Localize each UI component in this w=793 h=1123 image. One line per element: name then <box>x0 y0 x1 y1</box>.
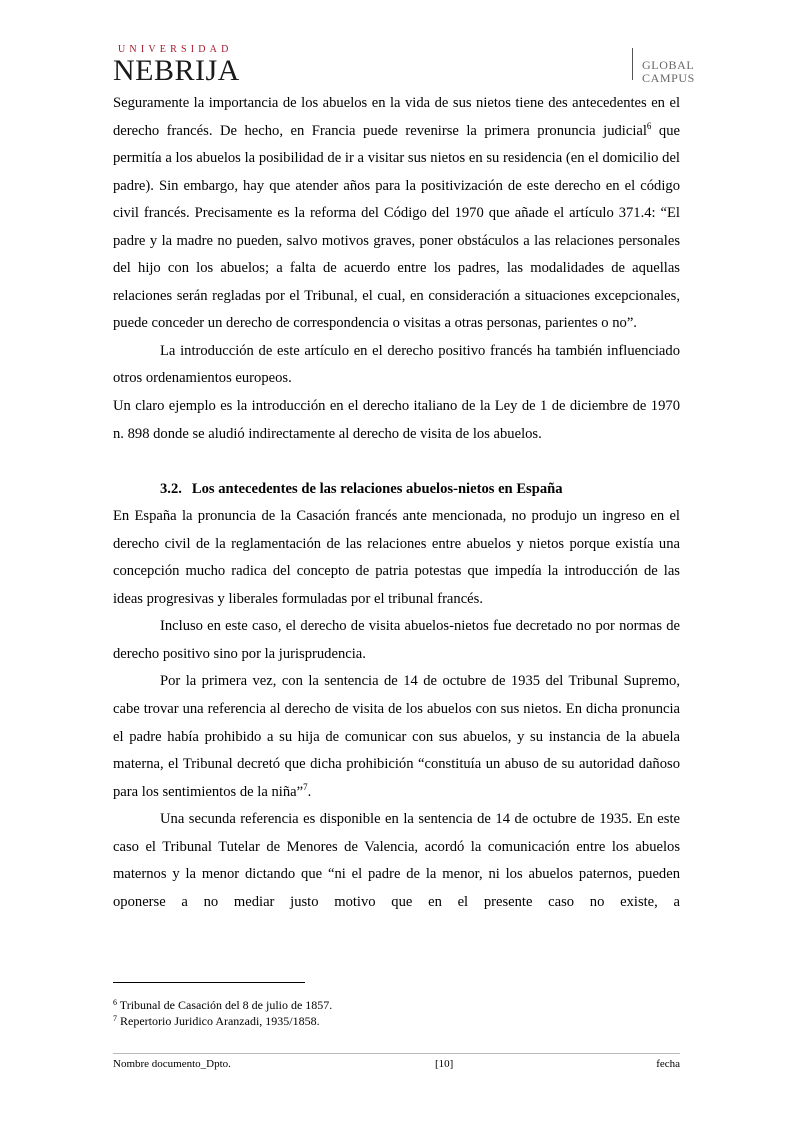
p6-text-b: . <box>307 783 312 800</box>
paragraph-1 <box>113 90 680 338</box>
footer-date: fecha <box>656 1058 680 1070</box>
p1-text-b: que permitía a los abuelos la posibilidad de ir a visitar sus nietos en su residencia (en el domicilio del padre). Sin embargo, hay que atender años para la positivización de este derecho en el código civil francés. Precisamente es la reforma del Código del 1970 que añade el artículo 371.4: “El padre y la madre no pueden, salvo motivos graves, poner obstáculos a las relaciones personales del hijo con los abuelos; a falta de acuerdo entre los padres, las modalidades de aquellas relaciones serán regladas por el Tribunal, el cual, en consideración a situaciones excepcionales, puede conceder un derecho de correspondencia o visitas a otras personas, parientes o no”. <box>113 122 680 332</box>
paragraph-3: Un claro ejemplo es la introducción en el derecho italiano de la Ley de 1 de diciembre de 1970 n. 898 donde se aludió indirectamente al derecho de visita de los abuelos. <box>113 398 680 442</box>
footnote-number: 7 <box>113 1014 117 1023</box>
footer-divider <box>113 1053 680 1054</box>
footnote-separator <box>113 982 305 983</box>
logo-university-label: UNIVERSIDAD <box>118 44 233 55</box>
campus-line-1: GLOBAL <box>642 58 695 72</box>
logo-nebrija: NEBRIJA <box>113 54 240 87</box>
footnote-ref-7[interactable]: 7 <box>303 781 308 792</box>
paragraph-7: Una secunda referencia es disponible en la sentencia de 14 de octubre de 1935. En este caso el Tribunal Tutelar de Menores de Valencia, acordó la comunicación entre los abuelos maternos y la menor dictando que “ni el padre de la menor, ni los abuelos paternos, pueden oponerse a no mediar justo motivo que en el presente caso no existe, a <box>113 811 680 910</box>
section-heading <box>113 476 680 504</box>
campus-line-2: CAMPUS <box>642 71 695 85</box>
footnote-text: Tribunal de Casación del 8 de julio de 1857. <box>117 998 333 1012</box>
spacer <box>113 448 680 476</box>
body-text <box>113 90 680 944</box>
footer-document-name: Nombre documento_Dpto. <box>113 1058 231 1070</box>
footnotes <box>113 997 680 1029</box>
paragraph-2: La introducción de este artículo en el derecho positivo francés ha también influenciado otros ordenamientos europeos. <box>113 342 680 387</box>
header-divider <box>632 48 633 80</box>
footnote-ref-6[interactable]: 6 <box>646 120 652 131</box>
global-campus-label <box>642 59 695 85</box>
section-title: Los antecedentes de las relaciones abuelos-nietos en España <box>191 480 563 497</box>
section-number: 3.2. <box>160 480 182 497</box>
p6-text-a: Por la primera vez, con la sentencia de 14 de octubre de 1935 del Tribunal Supremo, cabe trovar una referencia al derecho de visita de los abuelos con sus nietos. En dicha pronuncia el padre había prohibido a su hija de comunicar con sus abuelos, y su instancia de la abuela materna, el Tribunal decretó que dicha prohibición “constituía un abuso de su autoridad dañoso para los sentimientos de la niña” <box>113 673 680 800</box>
paragraph-4: En España la pronuncia de la Casación francés ante mencionada, no produjo un ingreso en el derecho civil de la reglamentación de las relaciones entre abuelos y nietos porque existía una concepción mucho radica del concepto de patria potestas que impedía la introducción de las ideas progresivas y liberales formuladas por el tribunal francés. <box>113 508 680 607</box>
p1-text-a: Seguramente la importancia de los abuelos en la vida de sus nietos tiene des antecedentes en el derecho francés. De hecho, en Francia puede revenirse la primera pronuncia judicial <box>113 95 680 139</box>
footnote-number: 6 <box>113 998 117 1007</box>
footnote-6 <box>113 997 680 1013</box>
paragraph-6 <box>113 668 680 806</box>
paragraph-5: Incluso en este caso, el derecho de visita abuelos-nietos fue decretado no por normas de derecho positivo sino por la jurisprudencia. <box>113 618 680 662</box>
footer-page-number: [10] <box>435 1058 454 1070</box>
footnote-7 <box>113 1013 680 1029</box>
footnote-text: Repertorio Juridico Aranzadi, 1935/1858. <box>117 1014 320 1028</box>
